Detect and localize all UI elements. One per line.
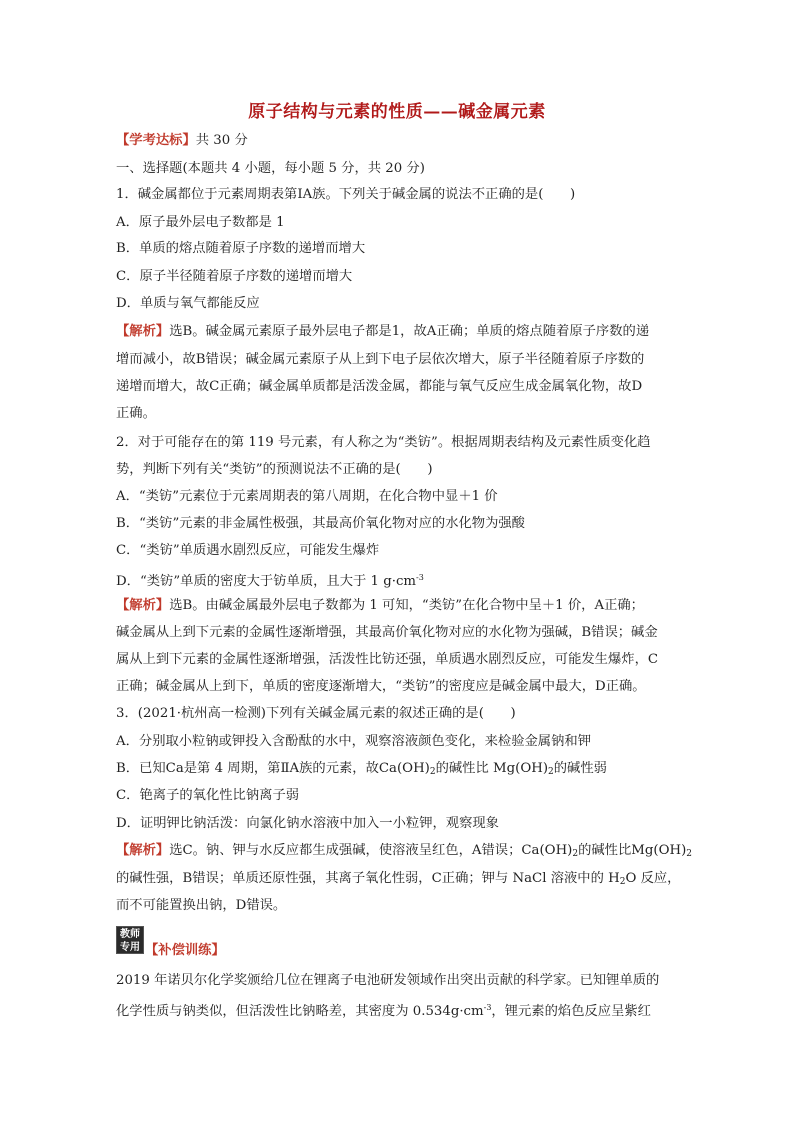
q2-analysis-text: 选B。由碱金属最外层电子数都为 1 可知，“类钫”在化合物中呈＋1 价，A正确；	[169, 598, 644, 613]
q3-option-c: C．铯离子的氧化性比钠离子弱	[116, 788, 300, 803]
q3-analysis-line: 而不可能置换出钠，D错误。	[116, 898, 287, 913]
q3-option-b	[116, 760, 686, 781]
q2-analysis-line: 正确；碱金属从上到下，单质的密度逐渐增大，“类钫”的密度应是碱金属中最大，D正确。	[116, 679, 646, 694]
q2-option-d	[116, 569, 686, 591]
subscript: 2	[572, 849, 579, 859]
q1-stem: 1．碱金属都位于元素周期表第ⅠA族。下列关于碱金属的说法不正确的是( )	[116, 187, 576, 202]
q3-analysis-tag: 【解析】	[116, 843, 170, 858]
q1-analysis-line: 正确。	[116, 406, 156, 421]
subscript: 2	[619, 877, 626, 887]
text-run: 的碱性强，B错误；单质还原性强，其离子氧化性弱，C正确；钾与 NaCl 溶液中的 H	[116, 871, 620, 886]
subscript: 2	[429, 767, 436, 777]
text-run: O 反应，	[625, 871, 681, 886]
text-run: 的碱性比 Mg(OH)	[435, 761, 549, 776]
q2-option-c: C．“类钫”单质遇水剧烈反应，可能发生爆炸	[116, 543, 380, 558]
q2-option-a: A．“类钫”元素位于元素周期表的第八周期，在化合物中显＋1 价	[116, 489, 498, 504]
text-run: ，锂元素的焰色反应呈紫红	[491, 1004, 651, 1019]
q2-stem-line: 势，判断下列有关“类钫”的预测说法不正确的是( )	[116, 462, 433, 477]
subscript: 2	[548, 767, 554, 777]
q3-analysis-line	[116, 842, 693, 863]
q2-option-b: B．“类钫”元素的非金属性极强，其最高价氧化物对应的水化物为强酸	[116, 516, 525, 531]
q2-analysis-tag: 【解析】	[116, 598, 170, 613]
q2-analysis-line	[116, 597, 686, 615]
q1-option-d: D．单质与氧气都能反应	[116, 296, 260, 311]
q3-stem: 3．(2021·杭州高一检测)下列有关碱金属元素的叙述正确的是( )	[116, 706, 516, 721]
q2-option-d-sup: -3	[416, 573, 424, 582]
q2-analysis-line: 属从上到下元素的金属性逐渐增强，活泼性比钫还强，单质遇水剧烈反应，可能发生爆炸，C	[116, 652, 659, 667]
text-run: 化学性质与钠类似，但活泼性比钠略差，其密度为 0.534g·cm	[116, 1004, 484, 1019]
teacher-only-badge	[116, 926, 144, 954]
q2-analysis-line: 碱金属从上到下元素的金属性逐渐增强，其最高价氧化物对应的水化物为强碱，B错误；碱金	[116, 625, 658, 640]
badge-line: 专用	[120, 942, 140, 953]
q1-option-b: B．单质的熔点随着原子序数的递增而增大	[116, 241, 366, 256]
text-run: B．已知Ca是第 4 周期，第ⅡA族的元素，故Ca(OH)	[116, 761, 430, 776]
text-run: 选C。钠、钾与水反应都生成强碱，使溶液呈红色，A错误；Ca(OH)	[169, 843, 573, 858]
supplement-tag-text: 【补偿训练】	[145, 943, 225, 958]
superscript: -3	[483, 1003, 492, 1012]
q1-analysis-line: 增而减小，故B错误；碱金属元素原子从上到下电子层依次增大，原子半径随着原子序数的	[116, 352, 645, 367]
subscript: 2	[686, 849, 693, 859]
badge-line: 教师	[120, 929, 140, 940]
q1-analysis-line	[116, 323, 686, 341]
q1-option-c: C．原子半径随着原子序数的递增而增大	[116, 269, 353, 284]
q2-stem-line: 2．对于可能存在的第 119 号元素，有人称之为“类钫”。根据周期表结构及元素性质变化趋	[116, 435, 651, 450]
q1-analysis-text: 选B。碱金属元素原子最外层电子都是1，故A正确；单质的熔点随着原子序数的递	[169, 324, 650, 339]
section-header	[116, 132, 686, 150]
q1-option-a: A．原子最外层电子数都是 1	[116, 215, 285, 230]
q2-option-d-text: D．“类钫”单质的密度大于钫单质，且大于 1 g·cm	[116, 574, 417, 589]
text-run: 的碱性弱	[553, 761, 607, 776]
text-run: 的碱性比Mg(OH)	[578, 843, 687, 858]
q1-analysis-tag: 【解析】	[116, 324, 170, 339]
q3-option-d: D．证明钾比钠活泼：向氯化钠水溶液中加入一小粒钾，观察现象	[116, 816, 499, 831]
section-tag: 【学考达标】	[116, 133, 196, 148]
document-title: 原子结构与元素的性质——碱金属元素	[248, 102, 546, 122]
supplement-line: 2019 年诺贝尔化学奖颁给几位在锂离子电池研发领域作出突出贡献的科学家。已知锂单质的	[116, 973, 660, 988]
q3-option-a: A．分别取小粒钠或钾投入含酚酞的水中，观察溶液颜色变化，来检验金属钠和钾	[116, 734, 591, 749]
supplement-line	[116, 999, 686, 1021]
supplement-tag	[145, 942, 685, 960]
q1-analysis-line: 递增而增大，故C正确；碱金属单质都是活泼金属，都能与氧气反应生成金属氧化物，故D	[116, 379, 643, 394]
q3-analysis-line	[116, 870, 686, 891]
section-text: 共 30 分	[195, 133, 248, 148]
part-heading: 一、选择题(本题共 4 小题，每小题 5 分，共 20 分)	[116, 161, 425, 176]
